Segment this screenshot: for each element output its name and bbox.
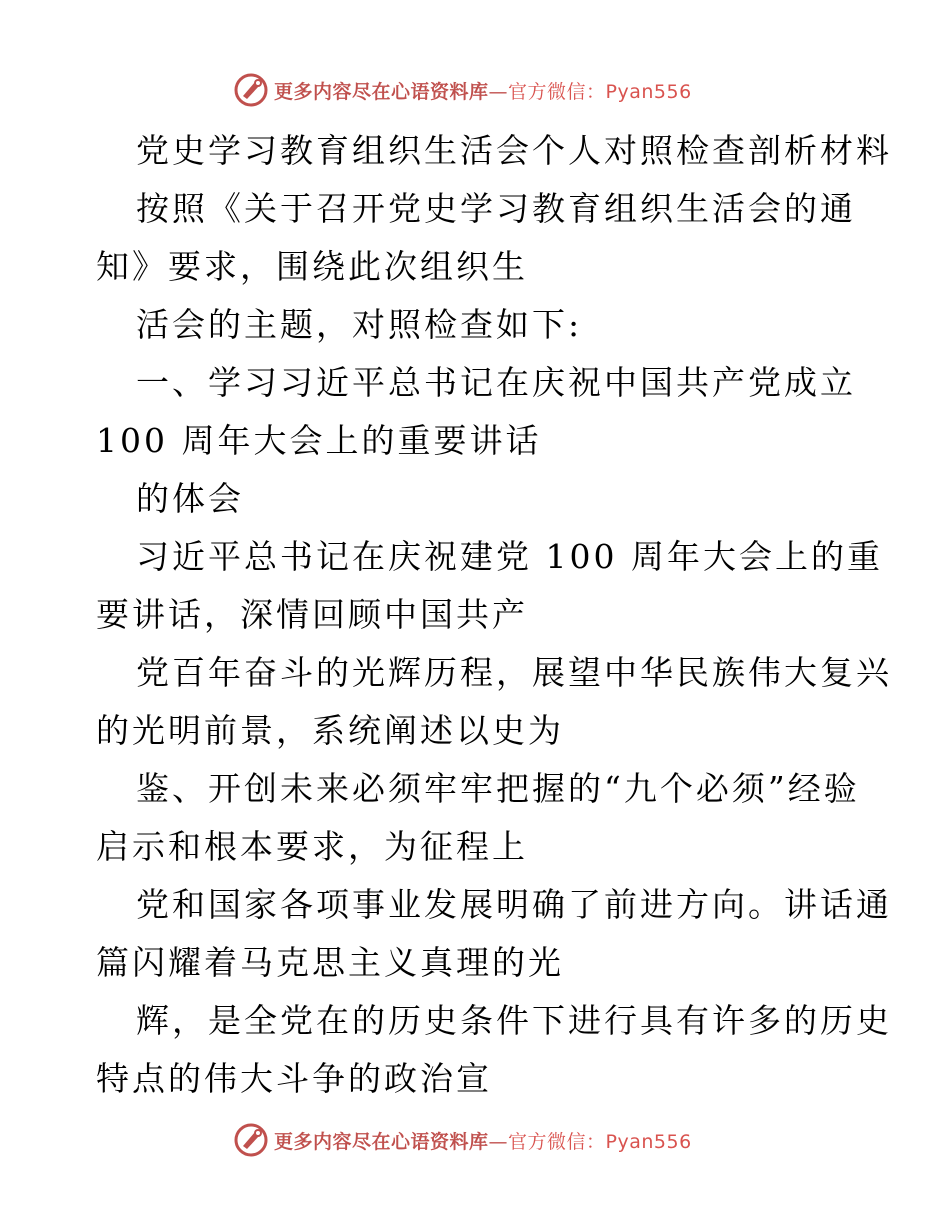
paragraph-line: 习近平总书记在庆祝建党 100 周年大会上的重 [136, 537, 883, 576]
banner-title: 更多内容尽在心语资料库 [274, 1130, 489, 1153]
document-title: 党史学习教育组织生活会个人对照检查剖析材料 [136, 131, 892, 170]
paragraph-line: 特点的伟大斗争的政治宣 [96, 1059, 492, 1098]
banner-title: 更多内容尽在心语资料库 [274, 80, 489, 103]
paragraph-line: 活会的主题，对照检查如下: [136, 305, 583, 344]
paragraph-line: 要讲话，深情回顾中国共产 [96, 595, 528, 634]
banner-separator: — [488, 1130, 509, 1153]
banner-label [274, 1127, 692, 1154]
paragraph-line: 鉴、开创未来必须牢牢把握的“九个必须”经验 [136, 769, 860, 808]
banner-wechat: 官方微信：Pyan556 [508, 1130, 692, 1153]
banner-separator: — [488, 80, 509, 103]
paragraph-line: 的光明前景，系统阐述以史为 [96, 711, 564, 750]
paragraph-line: 篇闪耀着马克思主义真理的光 [96, 943, 564, 982]
logo-icon [234, 1123, 268, 1157]
logo-icon [234, 73, 268, 107]
header-banner [234, 70, 692, 110]
paragraph-line: 党百年奋斗的光辉历程，展望中华民族伟大复兴 [136, 653, 892, 692]
banner-wechat: 官方微信：Pyan556 [508, 80, 692, 103]
section-heading: 一、学习习近平总书记在庆祝中国共产党成立 [136, 363, 856, 402]
banner-label [274, 77, 692, 104]
paragraph-line: 辉，是全党在的历史条件下进行具有许多的历史 [136, 1001, 892, 1040]
paragraph-line: 启示和根本要求，为征程上 [96, 827, 528, 866]
section-heading: 100 周年大会上的重要讲话 [96, 421, 542, 460]
paragraph-line: 按照《关于召开党史学习教育组织生活会的通 [136, 189, 856, 228]
paragraph-line: 党和国家各项事业发展明确了前进方向。讲话通 [136, 885, 892, 924]
footer-banner [234, 1120, 692, 1160]
paragraph-line: 知》要求，围绕此次组织生 [96, 247, 528, 286]
section-heading: 的体会 [136, 479, 244, 518]
document-body [96, 122, 892, 1108]
